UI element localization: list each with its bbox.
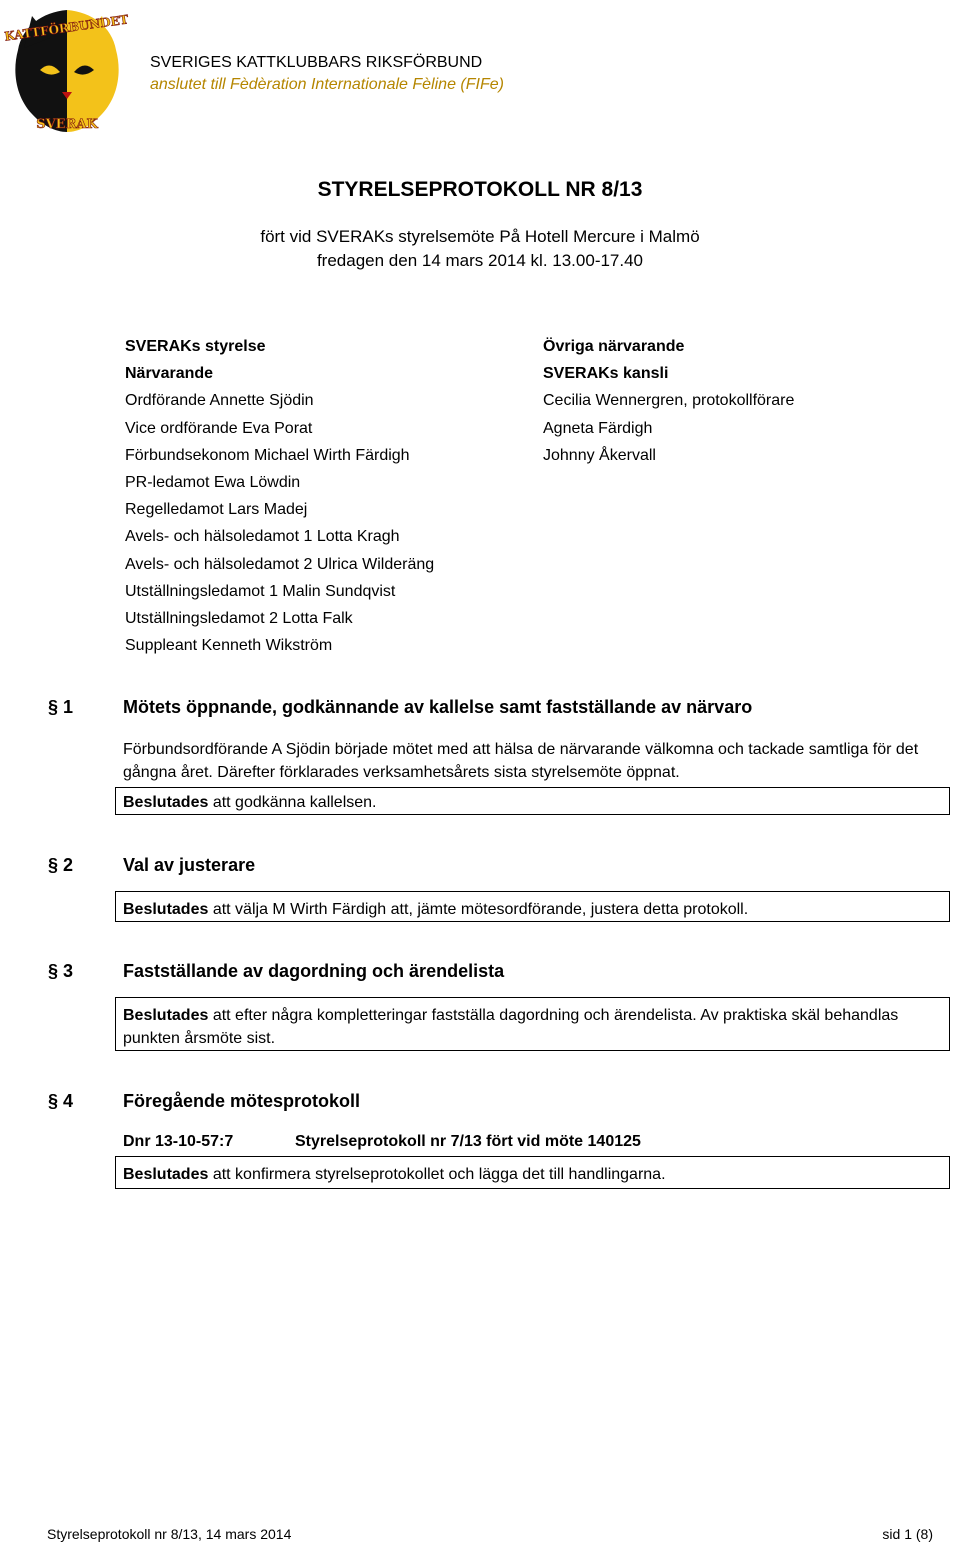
logo-text-top: KATTFÖRBUNDET [3,12,130,44]
decision-label: Beslutades [123,1007,209,1024]
footer-document-ref: Styrelseprotokoll nr 8/13, 14 mars 2014 [47,1526,292,1542]
board-member: Ordförande Annette Sjödin [125,392,314,410]
others-heading: Övriga närvarande [543,338,685,355]
office-member: Johnny Åkervall [543,446,656,464]
document-title: STYRELSEPROTOKOLL NR 8/13 [317,178,643,201]
section-2-heading [48,855,255,876]
meeting-info-line1: fört vid SVERAKs styrelsemöte På Hotell Mercure i Malmö [260,227,700,246]
footer-page-number: sid 1 (8) [882,1526,933,1542]
decision-label: Beslutades [123,1166,209,1183]
board-attendees [125,333,434,659]
board-member: Suppleant Kenneth Wikström [125,637,333,655]
org-affiliation: anslutet till Fèdèration Internationale Fèline (FIFe) [150,76,504,93]
office-heading: SVERAKs kansli [543,365,669,383]
section-1-text: Förbundsordförande A Sjödin började mötet med att hälsa de närvarande välkomna och tackade samtliga för det gångna året. Därefter förklarades verksamhetsårets sista styrelsemöte öppnat. [123,741,919,781]
board-member: Utställningsledamot 2 Lotta Falk [125,610,353,628]
section-4-reference [123,1133,641,1151]
sverak-logo [2,2,132,142]
board-member: Avels- och hälsoledamot 2 Ulrica Wilderäng [125,555,435,573]
section-1-decision [115,787,950,815]
board-member: Vice ordförande Eva Porat [125,419,313,437]
decision-text: att efter några kompletteringar fastställa dagordning och ärendelista. Av praktiska skäl behandlas punkten årsmöte sist. [123,1007,899,1047]
present-heading: Närvarande [125,365,214,383]
decision-label: Beslutades [123,901,209,918]
decision-text: att konfirmera styrelseprotokollet och lägga det till handlingarna. [208,1166,666,1183]
section-1-number: § 1 [48,697,74,717]
section-3-title: Fastställande av dagordning och ärendelista [123,961,505,981]
decision-text: att godkänna kallelsen. [208,794,377,811]
section-4-title: Föregående mötesprotokoll [123,1091,361,1111]
org-name: SVERIGES KATTKLUBBARS RIKSFÖRBUND [150,54,483,71]
section-1-heading [48,697,752,718]
board-member: Utställningsledamot 1 Malin Sundqvist [125,582,396,600]
section-4-number: § 4 [48,1091,74,1111]
section-3-decision [115,997,950,1051]
board-member: PR-ledamot Ewa Löwdin [125,474,301,492]
meeting-info [0,225,960,273]
section-4-decision [115,1156,950,1189]
section-1-title: Mötets öppnande, godkännande av kallelse samt fastställande av närvaro [123,697,753,717]
logo-text-bottom: SVERAK [36,117,98,132]
reference-number: Dnr 13-10-57:7 [123,1133,234,1150]
office-member: Agneta Färdigh [543,419,653,437]
section-2-title: Val av justerare [123,855,256,875]
reference-title: Styrelseprotokoll nr 7/13 fört vid möte 140125 [295,1133,641,1150]
decision-text: att välja M Wirth Färdigh att, jämte mötesordförande, justera detta protokoll. [208,901,749,918]
page-footer [47,1526,933,1542]
section-3-number: § 3 [48,961,74,981]
section-2-decision [115,891,950,922]
decision-label: Beslutades [123,794,209,811]
board-member: Avels- och hälsoledamot 1 Lotta Kragh [125,528,400,546]
board-member: Förbundsekonom Michael Wirth Färdigh [125,446,410,464]
board-heading: SVERAKs styrelse [125,338,266,355]
section-2-number: § 2 [48,855,74,875]
office-member: Cecilia Wennergren, protokollförare [543,392,795,410]
section-3-heading [48,961,504,982]
board-member: Regelledamot Lars Madej [125,501,308,519]
org-header [150,52,504,96]
other-attendees [543,333,794,469]
meeting-info-line2: fredagen den 14 mars 2014 kl. 13.00-17.40 [316,251,644,270]
section-4-heading [48,1091,360,1112]
